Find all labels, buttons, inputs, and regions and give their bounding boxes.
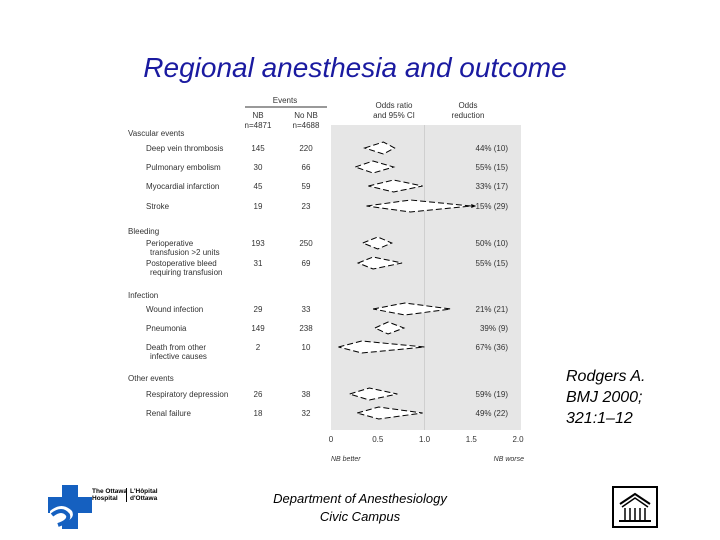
no-nb-n: n=4688: [292, 121, 320, 130]
no-nb-count: 10: [301, 343, 311, 352]
reduction-header: reduction: [451, 111, 485, 120]
odds-reduction: 33% (17): [475, 182, 508, 191]
row-label-cont: transfusion >2 units: [150, 248, 220, 257]
no-nb-count: 220: [299, 144, 313, 153]
no-nb-header: No NB: [294, 111, 318, 120]
odds-reduction: 55% (15): [475, 163, 508, 172]
logo-text-fr: [126, 488, 158, 502]
row-label: Stroke: [146, 202, 170, 211]
group-header: Other events: [128, 374, 174, 383]
nb-count: 18: [253, 409, 263, 418]
row-label: Respiratory depression: [146, 390, 229, 399]
favours-left-label: NB better: [331, 456, 361, 463]
group-header: Vascular events: [128, 129, 185, 138]
odds-reduction: 55% (15): [475, 259, 508, 268]
or-header: Odds ratio: [375, 101, 413, 110]
campus-name: Civic Campus: [319, 509, 401, 524]
citation-line: 321:1–12: [566, 410, 633, 427]
no-nb-count: 32: [301, 409, 311, 418]
nb-count: 149: [251, 324, 265, 333]
row-label-cont: infective causes: [150, 352, 207, 361]
odds-reduction: 59% (19): [475, 390, 508, 399]
row-label: Pulmonary embolism: [146, 163, 221, 172]
citation-line: Rodgers A.: [566, 368, 646, 385]
or-header: and 95% CI: [373, 111, 415, 120]
row-label: Wound infection: [146, 305, 204, 314]
nb-count: 193: [251, 239, 265, 248]
odds-reduction: 44% (10): [475, 144, 508, 153]
nb-count: 145: [251, 144, 265, 153]
x-tick-label: 0.5: [372, 435, 384, 444]
row-label: Perioperative: [146, 239, 194, 248]
logo-line: The Ottawa: [92, 488, 128, 495]
department-name: Department of Anesthesiology: [273, 491, 447, 506]
no-nb-count: 238: [299, 324, 313, 333]
nb-header: NB: [252, 111, 264, 120]
row-label: Renal failure: [146, 409, 191, 418]
citation: [566, 366, 645, 429]
no-nb-count: 59: [301, 182, 311, 191]
nb-count: 30: [253, 163, 263, 172]
events-header: Events: [272, 96, 298, 105]
no-nb-count: 23: [301, 202, 311, 211]
logo-line: d'Ottawa: [130, 495, 158, 502]
odds-reduction: 15% (29): [475, 202, 508, 211]
row-label: Myocardial infarction: [146, 182, 220, 191]
nb-count: 45: [253, 182, 263, 191]
no-nb-count: 33: [301, 305, 311, 314]
logo-text-en: [92, 488, 127, 502]
nb-count: 31: [253, 259, 263, 268]
x-tick-label: 2.0: [512, 435, 524, 444]
row-label: Postoperative bleed: [146, 259, 217, 268]
university-logo-icon: [612, 486, 658, 528]
odds-reduction: 21% (21): [475, 305, 508, 314]
x-tick-label: 1.5: [465, 435, 477, 444]
nb-n: n=4871: [244, 121, 272, 130]
group-header: Bleeding: [128, 227, 160, 236]
nb-count: 19: [253, 202, 263, 211]
citation-line: BMJ 2000;: [566, 389, 643, 406]
group-header: Infection: [128, 291, 159, 300]
logo-line: L'Hôpital: [130, 488, 158, 495]
reduction-header: Odds: [458, 101, 478, 110]
no-nb-count: 69: [301, 259, 311, 268]
odds-reduction: 49% (22): [475, 409, 508, 418]
hospital-logo-icon: [48, 485, 94, 531]
row-label: Pneumonia: [146, 324, 187, 333]
x-tick-label: 1.0: [418, 435, 431, 444]
odds-reduction: 50% (10): [475, 239, 508, 248]
nb-count: 2: [255, 343, 261, 352]
no-nb-count: 250: [299, 239, 313, 248]
row-label: Deep vein thrombosis: [146, 144, 224, 153]
footer: [240, 490, 480, 526]
x-tick-label: 0: [328, 435, 334, 444]
no-nb-count: 38: [301, 390, 311, 399]
favours-right-label: NB worse: [493, 456, 524, 463]
no-nb-count: 66: [301, 163, 311, 172]
odds-reduction: 39% (9): [479, 324, 508, 333]
slide-title: Regional anesthesia and outcome: [143, 52, 567, 83]
logo-line: Hospital: [92, 495, 118, 502]
row-label-cont: requiring transfusion: [150, 268, 223, 277]
row-label: Death from other: [146, 343, 207, 352]
odds-reduction: 67% (36): [475, 343, 508, 352]
nb-count: 26: [253, 390, 263, 399]
nb-count: 29: [253, 305, 263, 314]
